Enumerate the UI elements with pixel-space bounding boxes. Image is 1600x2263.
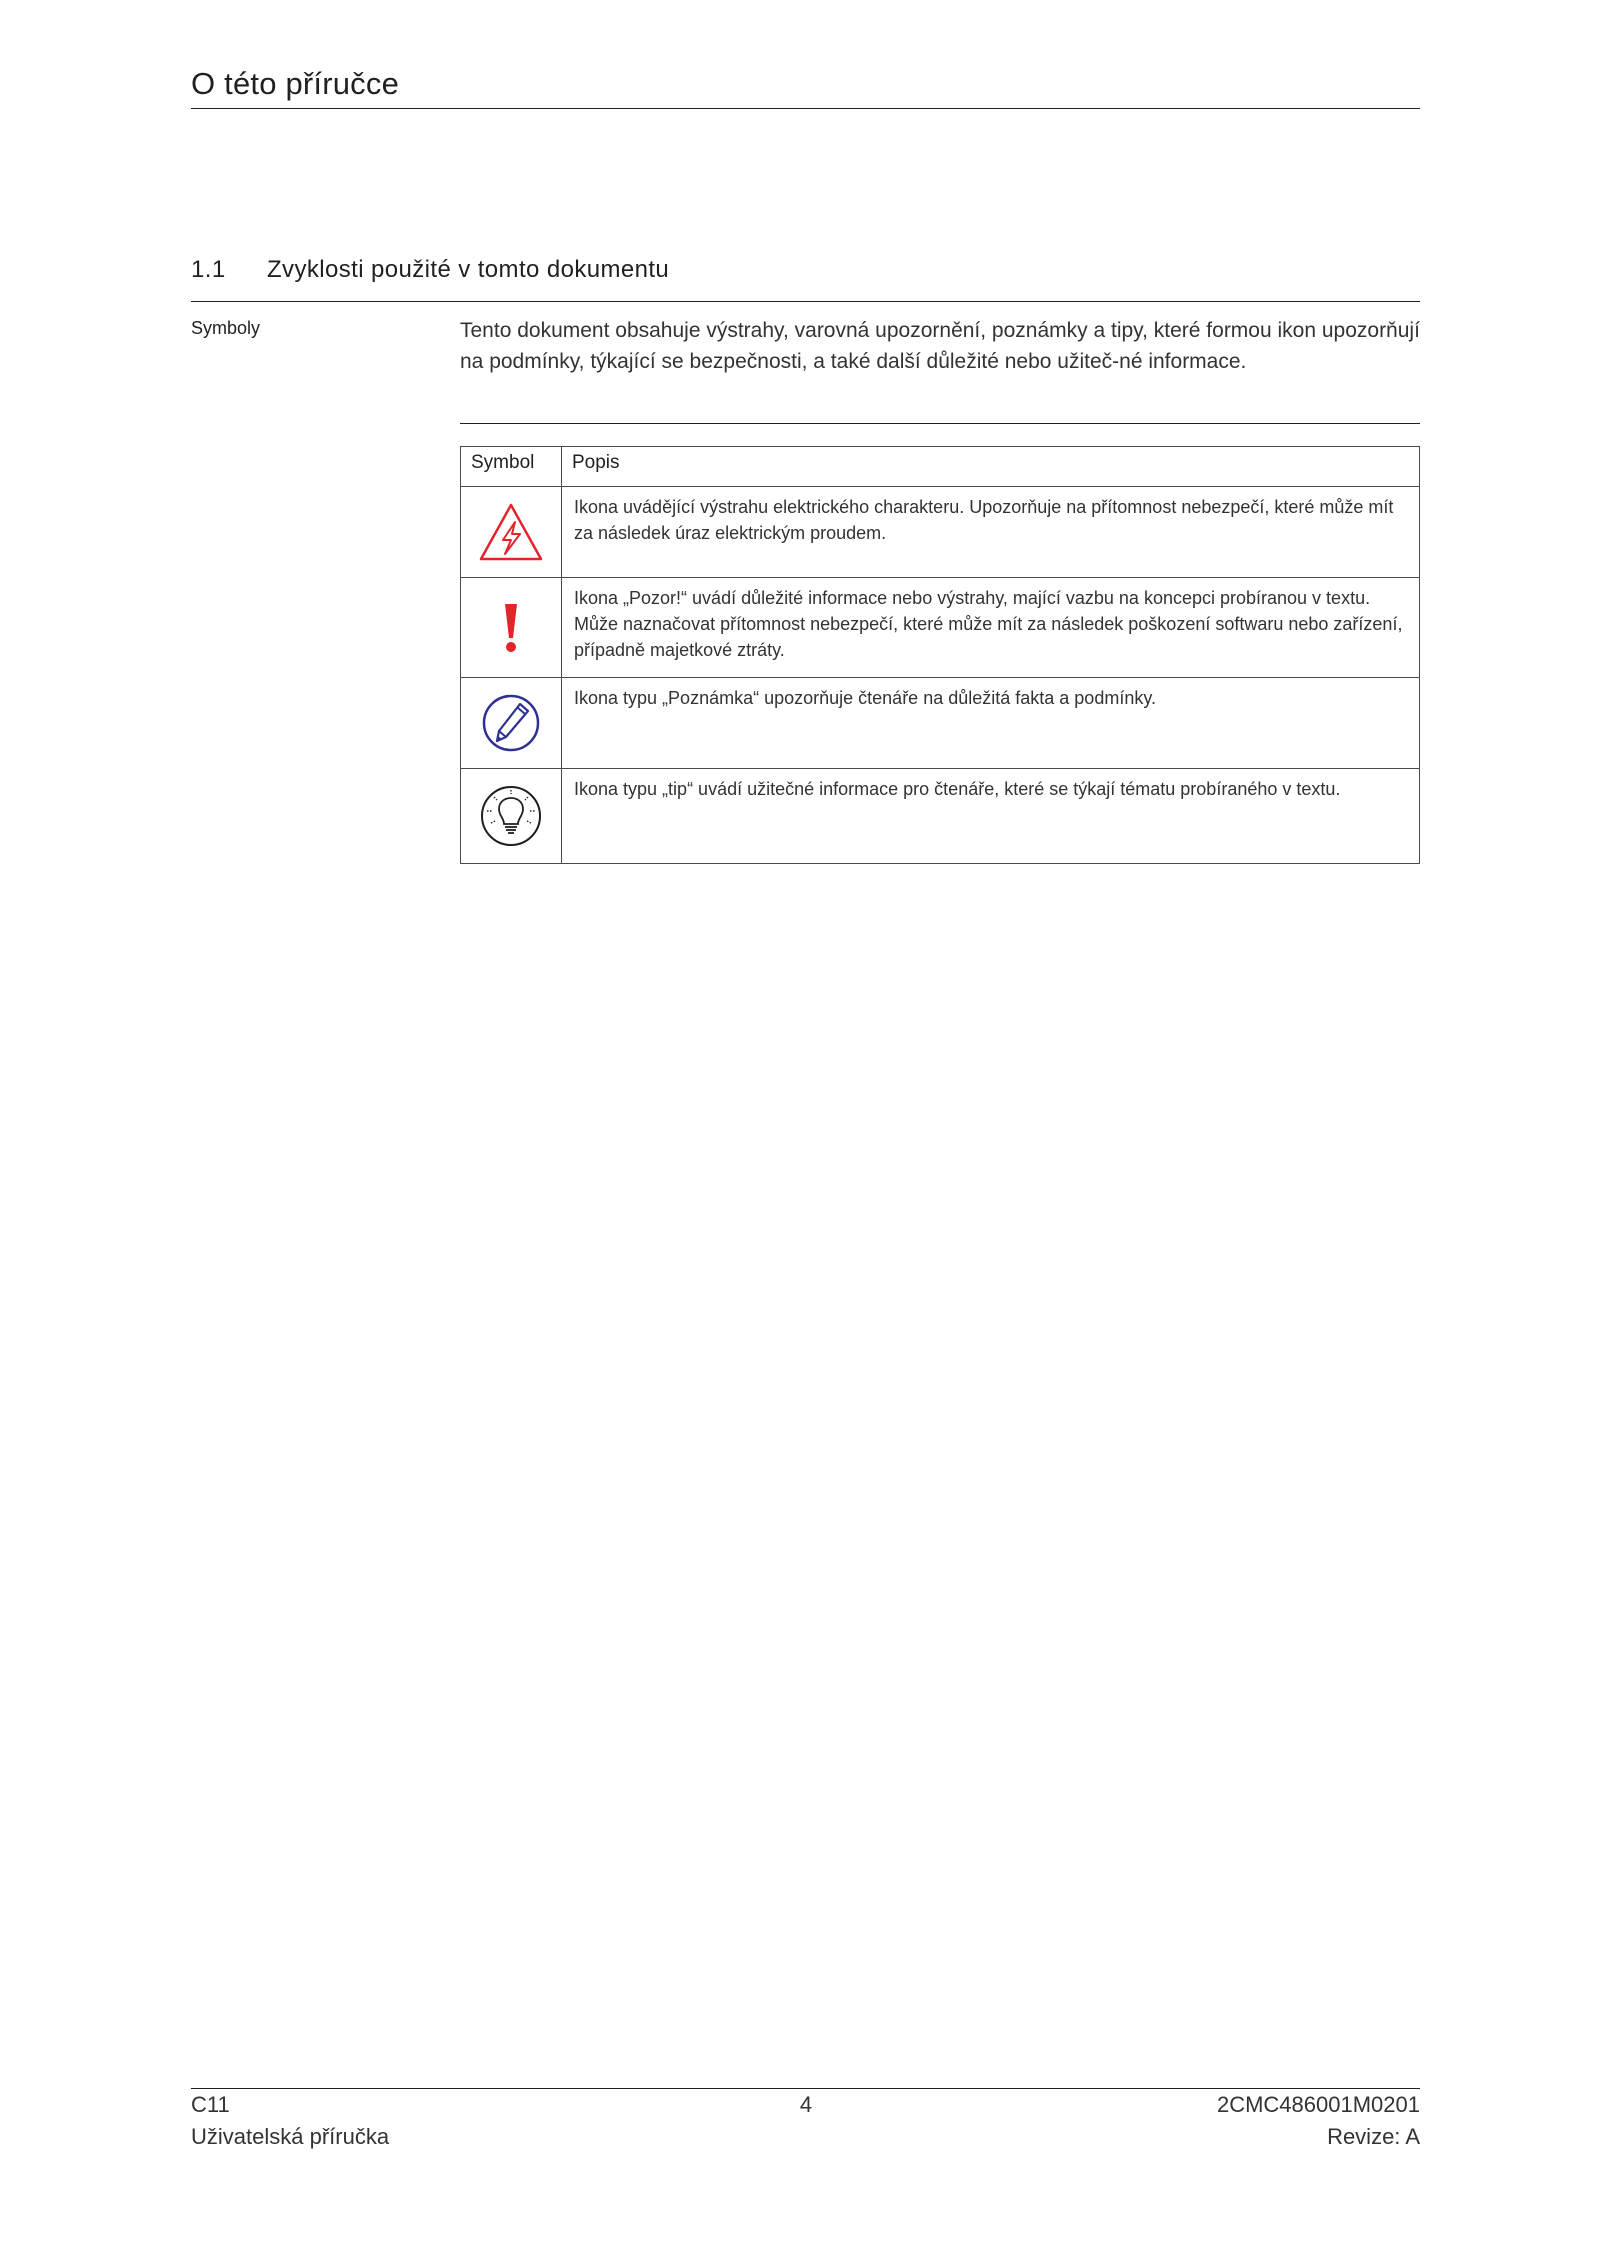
table-row [461, 487, 1420, 578]
table-row [461, 769, 1420, 864]
header-description: Popis [562, 447, 1420, 487]
header-symbol: Symbol [461, 447, 562, 487]
note-pencil-icon [481, 693, 541, 753]
section-number: 1.1 [191, 256, 226, 283]
intro-divider [460, 423, 1420, 424]
electrical-warning-icon [478, 502, 544, 562]
page-title: O této příručce [191, 66, 400, 101]
section-title: Zvyklosti použité v tomto dokumentu [267, 256, 670, 283]
symbol-cell [461, 678, 562, 769]
footer-product: C11 [191, 2092, 230, 2117]
symbol-cell [461, 487, 562, 578]
section-divider [191, 301, 1420, 302]
footer-page-number: 4 [799, 2092, 813, 2117]
intro-paragraph: Tento dokument obsahuje výstrahy, varovná upozornění, poznámky a tipy, které formou ikon upozorňují na podmínky, týkající se bezpečnosti, a také další důležité nebo užiteč-né informace. [460, 319, 1420, 373]
description-cell: Ikona typu „tip“ uvádí užitečné informace pro čtenáře, které se týkají tématu probíraného v textu. [562, 769, 1420, 864]
section-heading [191, 256, 669, 284]
description-cell: Ikona uvádějící výstrahu elektrického charakteru. Upozorňuje na přítomnost nebezpečí, které může mít za následek úraz elektrickým proudem. [562, 487, 1420, 578]
title-divider [191, 108, 1420, 109]
table-row [461, 678, 1420, 769]
footer-divider [191, 2088, 1420, 2089]
description-cell: Ikona typu „Poznámka“ upozorňuje čtenáře na důležitá fakta a podmínky. [562, 678, 1420, 769]
symbol-table [460, 446, 1420, 864]
table-header-row [461, 447, 1420, 487]
caution-exclamation-icon [501, 602, 521, 654]
side-label-symbols: Symboly [191, 318, 261, 338]
description-cell: Ikona „Pozor!“ uvádí důležité informace nebo výstrahy, mající vazbu na koncepci probíranou v textu. Může naznačovat přítomnost nebezpečí, které může mít za následek poškození softwaru nebo zařízení, případně majetkové ztráty. [562, 578, 1420, 678]
table-row [461, 578, 1420, 678]
tip-lightbulb-icon [479, 784, 543, 848]
symbol-cell [461, 578, 562, 678]
footer-doc-type: Uživatelská příručka [191, 2124, 390, 2149]
footer-doc-id: 2CMC486001M0201 [1216, 2092, 1420, 2117]
footer-revision: Revize: A [1327, 2124, 1420, 2149]
symbol-cell [461, 769, 562, 864]
